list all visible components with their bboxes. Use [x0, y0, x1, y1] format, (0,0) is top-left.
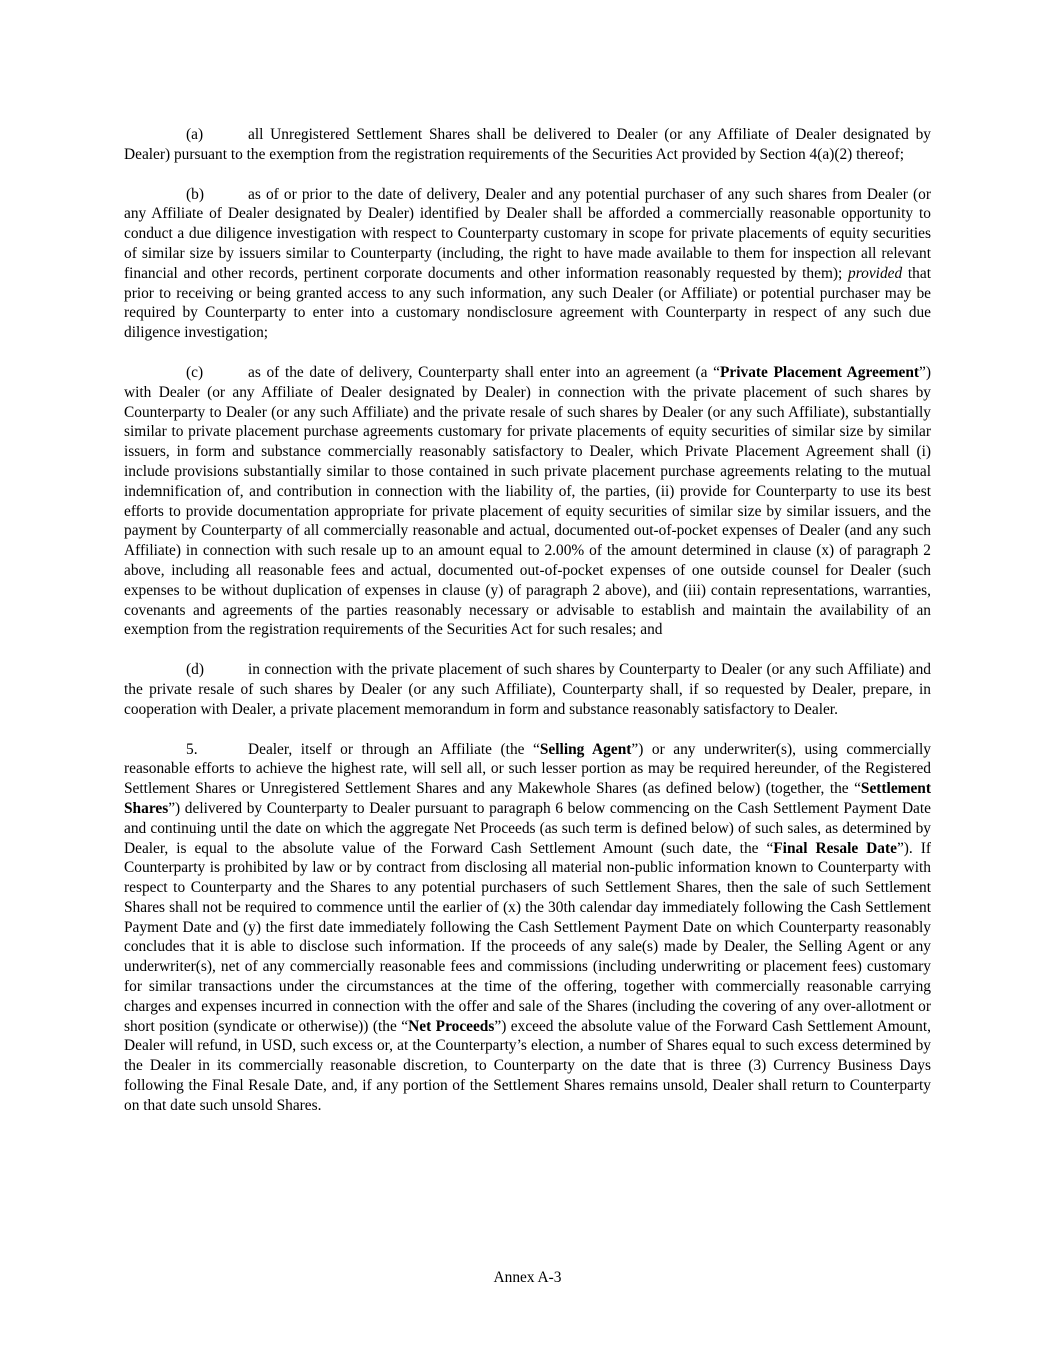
paragraph-c: (c) as of the date of delivery, Counterparty shall enter into an agreement (a “Private Placement Agreement”) with Dealer (or any Affiliate of Dealer designated by Dealer) in connection with the private placement of such shares by Counterparty to Dealer (or any such Affiliate) and the private resale of such shares by Dealer (or any such Affiliate), substantially similar to private placement purchase agreements customary for private placements of equity securities of similar size by similar issuers, in form and substance commercially reasonably satisfactory to Dealer, which Private Placement Agreement shall (i) include provisions substantially similar to those contained in such private placement purchase agreements relating to the mutual indemnification of, and contribution in connection with the liability of, the parties, (ii) provide for Counterparty to use its best efforts to provide documentation appropriate for private placement of equity securities of similar size by similar issuers, and the payment by Counterparty of all commercially reasonable and actual, documented out-of-pocket expenses of Dealer (and any such Affiliate) in connection with such resale up to an amount equal to 2.00% of the amount determined in clause (x) of paragraph 2 above, including all reasonable fees and actual, documented out-of-pocket expenses of one outside counsel for Dealer (such expenses to be without duplication of expenses in clause (y) of paragraph 2 above), and (iii) contain representations, warranties, covenants and agreements of the parties reasonably necessary or advisable to establish and maintain the availability of an exemption from the registration requirements of the Securities Act for such resales; and [124, 363, 931, 639]
page-footer: Annex A-3 [493, 1269, 562, 1286]
paragraph-marker: (c) [186, 363, 204, 381]
paragraph-marker: (d) [186, 661, 204, 679]
paragraph-a: (a) all Unregistered Settlement Shares shall be delivered to Dealer (or any Affiliate of Dealer designated by Dealer) pursuant to the exemption from the registration requirements of the Securities Act provided by Section 4(a)(2) thereof; [124, 126, 931, 163]
defined-term-net-proceeds: Net Proceeds [408, 1017, 495, 1035]
defined-term-final-resale-date: Final Resale Date [773, 839, 897, 857]
paragraph-5: 5. Dealer, itself or through an Affiliate (the “Selling Agent”) or any underwriter(s), using commercially reasonable efforts to achieve the highest rate, will sell all, or such lesser portion as may be required hereunder, of the Registered Settlement Shares or Unregistered Settlement Shares and any Makewhole Shares (as defined below) (together, the “Settlement Shares”) delivered by Counterparty to Dealer pursuant to paragraph 6 below commencing on the Cash Settlement Payment Date and continuing until the date on which the aggregate Net Proceeds (as such term is defined below) of such sales, as determined by Dealer, is equal to the absolute value of the Forward Cash Settlement Amount (such date, the “Final Resale Date”). If Counterparty is prohibited by law or by contract from disclosing all material non-public information known to Counterparty with respect to Counterparty and the Shares to any potential purchasers of such Settlement Shares, then the sale of such Settlement Shares shall not be required to commence until the earlier of (x) the 30th calendar day immediately following the Cash Settlement Payment Date and (y) the first date immediately following the Cash Settlement Payment Date on which Counterparty reasonably concludes that it is able to disclose such information. If the proceeds of any sale(s) made by Dealer, the Selling Agent or any underwriter(s), net of any commercially reasonable fees and commissions (including underwriting or placement fees) customary for similar transactions under the circumstances at the time of the offering, together with commercially reasonable carrying charges and expenses incurred in connection with the offer and sale of the Shares (including the covering of any over-allotment or short position (syndicate or otherwise)) (the “Net Proceeds”) exceed the absolute value of the Forward Cash Settlement Amount, Dealer will refund, in USD, such excess or, at the Counterparty’s election, a number of Shares equal to such excess determined by the Dealer in its commercially reasonable discretion, to Counterparty on the date that is three (3) Currency Business Days following the Final Resale Date, and, if any portion of the Settlement Shares remains unsold, Dealer shall return to Counterparty on that date such unsold Shares. [124, 740, 931, 1114]
defined-term-private-placement-agreement: Private Placement Agreement [719, 363, 920, 381]
paragraph-marker: 5. [186, 740, 198, 758]
defined-term-settlement-shares: Settlement Shares [124, 780, 931, 817]
paragraph-d: (d) in connection with the private placement of such shares by Counterparty to Dealer (or any such Affiliate) and the private resale of such shares by Dealer (or any such Affiliate), Counterparty shall, if so requested by Dealer, prepare, in cooperation with Dealer, a private placement memorandum in form and substance reasonably satisfactory to Dealer. [124, 661, 931, 718]
defined-term-selling-agent: Selling Agent [539, 740, 632, 758]
paragraph-marker: (a) [186, 126, 204, 143]
document-body [124, 125, 931, 1136]
paragraph-marker: (b) [186, 185, 204, 203]
emphasis-provided: provided [848, 264, 903, 282]
paragraph-b: (b) as of or prior to the date of delivery, Dealer and any potential purchaser of any such shares from Dealer (or any Affiliate of Dealer designated by Dealer) identified by Dealer shall be afforded a commercially reasonable opportunity to conduct a due diligence investigation with respect to Counterparty customary in scope for private placements of equity securities of similar size by issuers similar to Counterparty (including, the right to have made available to them for inspection all relevant financial and other records, pertinent corporate documents and other information reasonably requested by them); provided that prior to receiving or being granted access to any such information, any such Dealer (or Affiliate) or potential purchaser may be required by Counterparty to enter into a customary nondisclosure agreement with Counterparty in respect of any such due diligence investigation; [124, 185, 931, 342]
